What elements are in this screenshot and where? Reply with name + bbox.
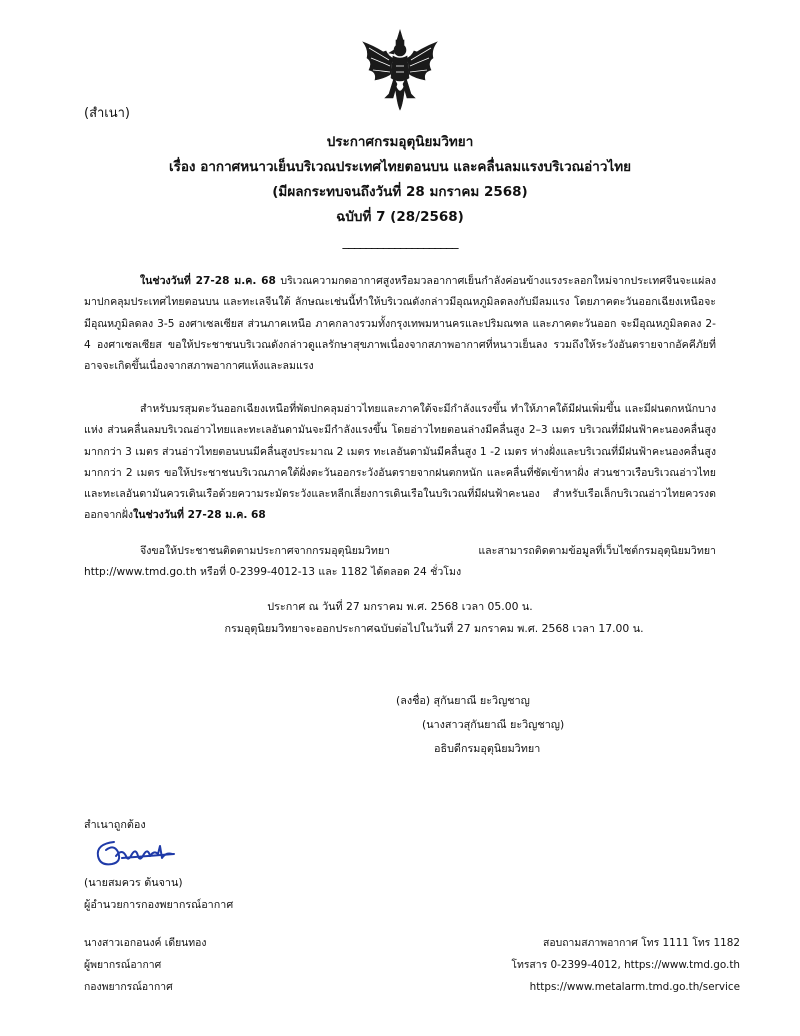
issue-number: ฉบับที่ 7 (28/2568) <box>336 209 464 225</box>
director-signature-block <box>396 689 564 761</box>
forecaster-name: นางสาวเอกอนงค์ เดียนทอง <box>84 937 207 949</box>
contact-info <box>511 932 740 998</box>
issued-at: ประกาศ ณ วันที่ 27 มกราคม พ.ศ. 2568 เวลา 05.00 น. <box>267 600 533 613</box>
paragraph-follow-updates <box>84 541 716 584</box>
certified-copy-label: สำเนาถูกต้อง <box>84 818 146 831</box>
paragraph1-lead: ในช่วงวันที่ 27-28 ม.ค. 68 <box>140 275 276 287</box>
signed-line: (ลงชื่อ) สุกันยาณี ยะวิญชาญ <box>396 694 530 707</box>
signer-full-name: (นางสาวสุกันยาณี ยะวิญชาญ) <box>422 718 565 731</box>
forecaster-division: กองพยากรณ์อากาศ <box>84 981 173 993</box>
signature-icon <box>92 836 184 870</box>
effective-date: (มีผลกระทบจนถึงวันที่ 28 มกราคม 2568) <box>272 184 528 200</box>
issue-info <box>100 596 700 640</box>
announcement-header <box>100 130 700 255</box>
certifier-name: (นายสมควร ต้นจาน) <box>84 876 183 889</box>
subject-line: เรื่อง อากาศหนาวเย็นบริเวณประเทศไทยตอนบน และคลื่นลมแรงบริเวณอ่าวไทย <box>168 159 632 175</box>
certifier-block <box>84 872 233 916</box>
paragraph-cold-weather <box>84 271 716 377</box>
contact-fax-website: โทรสาร 0-2399-4012, https://www.tmd.go.th <box>511 959 740 971</box>
forecaster-role: ผู้พยากรณ์อากาศ <box>84 959 162 971</box>
forecaster-info <box>84 932 206 998</box>
page-title: ประกาศกรมอุตุนิยมวิทยา <box>326 134 474 150</box>
paragraph3-text: จึงขอให้ประชาชนติดตามประกาศจากกรมอุตุนิยมวิทยา และสามารถติดตามข้อมูลที่เว็บไซต์กรมอุตุนิยมวิทยา http://www.tmd.go.th หรือที่ 0-2399-4012-13 และ 1182 ได้ตลอด 24 ชั่วโมง <box>84 545 716 579</box>
contact-alarm-service: https://www.metalarm.tmd.go.th/service <box>529 981 740 993</box>
paragraph2-text: สำหรับมรสุมตะวันออกเฉียงเหนือที่พัดปกคลุมอ่าวไทยและภาคใต้จะมีกำลังแรงขึ้น ทำให้ภาคใต้มีฝนเพิ่มขึ้น และมีฝนตกหนักบางแห่ง ส่วนคลื่นลมบริเวณอ่าวไทยและทะเลอันดามันจะมีกำลังแรงขึ้น โดยอ่าวไทยตอนล่างมีคลื่นสูง 2–3 เมตร บริเวณที่มีฝนฟ้าคะนองคลื่นสูงมากกว่า 3 เมตร ส่วนอ่าวไทยตอนบนมีคลื่นสูงประมาณ 2 เมตร ทะเลอันดามันมีคลื่นสูง 1 -2 เมตร ห่างฝั่งและบริเวณที่มีฝนฟ้าคะนองคลื่นสูงมากกว่า 2 เมตร ขอให้ประชาชนบริเวณภาคใต้ฝั่งตะวันออกระวังอันตรายจากฝนตกหนัก และคลื่นที่ซัดเข้าหาฝั่ง ส่วนชาวเรือบริเวณอ่าวไทยและทะเลอันดามันควรเดินเรือด้วยความระมัดระวังและหลีกเลี่ยงการเดินเรือในบริเวณที่มีฝนฟ้าคะนอง สำหรับเรือเล็กบริเวณอ่าวไทยควรงดออกจากฝั่ง <box>84 403 716 522</box>
header-separator: ____________________ <box>342 234 458 250</box>
signer-position: อธิบดีกรมอุตุนิยมวิทยา <box>434 742 541 755</box>
next-issue: กรมอุตุนิยมวิทยาจะออกประกาศฉบับต่อไปในวันที่ 27 มกราคม พ.ศ. 2568 เวลา 17.00 น. <box>224 622 644 635</box>
garuda-emblem-icon <box>359 28 441 112</box>
paragraph-strong-waves <box>84 399 716 527</box>
paragraph2-tail: ในช่วงวันที่ 27-28 ม.ค. 68 <box>133 509 266 522</box>
paragraph1-text: บริเวณความกดอากาศสูงหรือมวลอากาศเย็นกำลังค่อนข้างแรงระลอกใหม่จากประเทศจีนจะแผ่ลงมาปกคลุมประเทศไทยตอนบน และทะเลจีนใต้ ลักษณะเช่นนี้ทำให้บริเวณดังกล่าวมีอุณหภูมิลดลงกับมีลมแรง โดยภาคตะวันออกเฉียงเหนือจะมีอุณหภูมิลดลง 3-5 องศาเซลเซียส ส่วนภาคเหนือ ภาคกลางรวมทั้งกรุงเทพมหานครและปริมณฑล และภาคตะวันออก จะมีอุณหภูมิลดลง 2-4 องศาเซลเซียส ขอให้ประชาชนบริเวณดังกล่าวดูแลรักษาสุขภาพเนื่องจากสภาพอากาศที่หนาวเย็นลง รวมถึงให้ระวังอันตรายจากอัคคีภัยที่อาจจะเกิดขึ้นเนื่องจากสภาพอากาศแห้งและลมแรง <box>84 275 716 373</box>
certifier-position: ผู้อำนวยการกองพยากรณ์อากาศ <box>84 898 234 911</box>
contact-phone: สอบถามสภาพอากาศ โทร 1111 โทร 1182 <box>543 937 740 949</box>
copy-label: (สำเนา) <box>84 106 131 121</box>
